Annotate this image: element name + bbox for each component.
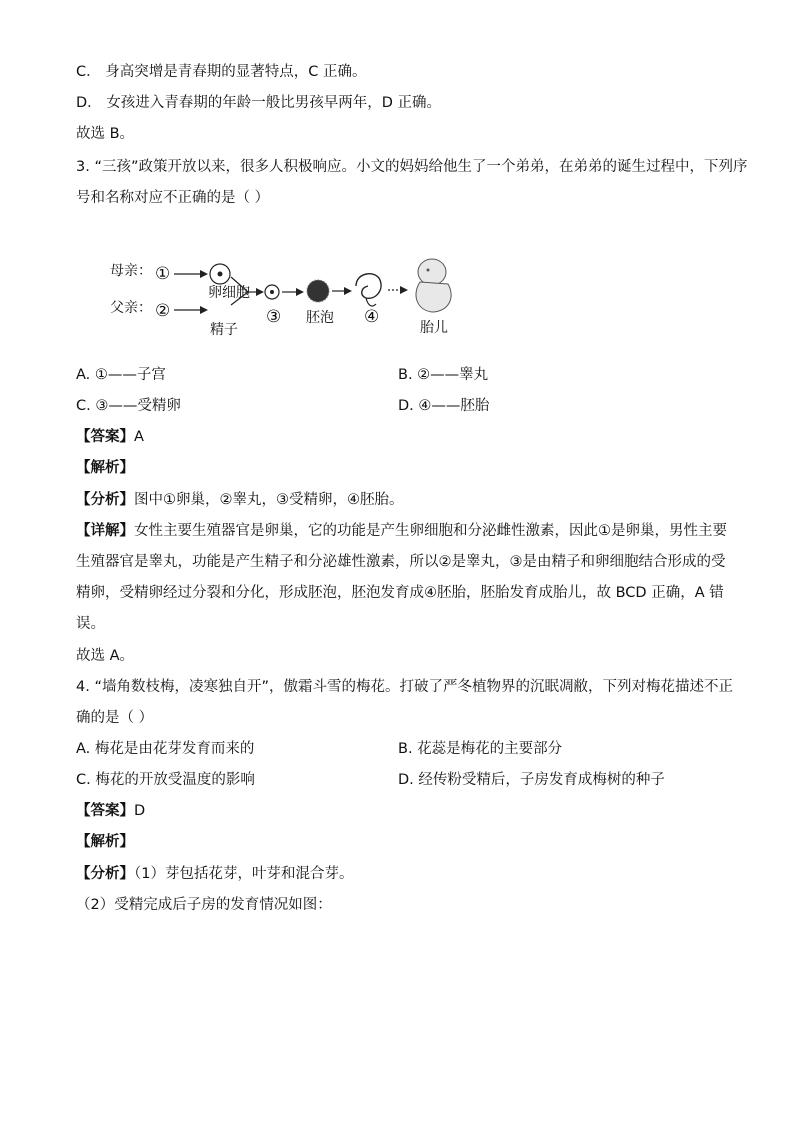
answer-line bbox=[76, 801, 145, 821]
zygote-nucleus-icon bbox=[270, 290, 274, 294]
option-a: A. ①——子宫 bbox=[76, 367, 166, 383]
detail-line bbox=[76, 521, 727, 541]
answer-value: A bbox=[134, 429, 144, 445]
detail-line: 生殖器官是睾丸，功能是产生精子和分泌雄性激素，所以②是睾丸，③是由精子和卵细胞结合形成的受 bbox=[76, 554, 726, 570]
analysis-tag: 【分析】 bbox=[76, 492, 134, 508]
label-4: ④ bbox=[364, 307, 380, 327]
question-3-stem: 号和名称对应不正确的是（ ） bbox=[76, 190, 270, 206]
analysis-text: 图中①卵巢，②睾丸，③受精卵，④胚胎。 bbox=[134, 492, 404, 508]
sperm-label: 精子 bbox=[210, 322, 238, 338]
embryo-icon bbox=[356, 274, 381, 299]
answer-value: D bbox=[134, 803, 146, 819]
analysis-tag: 【分析】 bbox=[76, 866, 134, 882]
egg-nucleus-icon bbox=[218, 272, 223, 277]
analysis-text: （1）芽包括花芽，叶芽和混合芽。 bbox=[134, 866, 354, 882]
text-line: D． 女孩进入青春期的年龄一般比男孩早两年，D 正确。 bbox=[76, 95, 442, 111]
answer-tag: 【答案】 bbox=[76, 803, 134, 819]
detail-line: 误。 bbox=[76, 616, 105, 632]
egg-cell-label: 卵细胞 bbox=[208, 285, 250, 301]
option-c: C. 梅花的开放受温度的影响 bbox=[76, 772, 255, 788]
text-line: 故选 B。 bbox=[76, 126, 135, 142]
question-4-stem: 4. “墙角数枝梅，凌寒独自开”，傲霜斗雪的梅花。打破了严冬植物界的沉眠凋敝，下列对梅花描述不正 bbox=[76, 679, 733, 695]
conclusion-line: 故选 A。 bbox=[76, 648, 135, 664]
detail-line: 精卵，受精卵经过分裂和分化，形成胚泡，胚泡发育成④胚胎，胚胎发育成胎儿，故 BCD 正确，A 错 bbox=[76, 585, 724, 601]
option-d: D. 经传粉受精后，子房发育成梅树的种子 bbox=[398, 772, 665, 788]
fetus-icon bbox=[418, 259, 446, 285]
label-3: ③ bbox=[266, 307, 282, 327]
option-c: C. ③——受精卵 bbox=[76, 398, 181, 414]
option-d: D. ④——胚胎 bbox=[398, 398, 490, 414]
question-3-stem: 3. “三孩”政策开放以来，很多人积极响应。小文的妈妈给他生了一个弟弟，在弟弟的诞生过程中，下列序 bbox=[76, 159, 748, 175]
analysis-line: （2）受精完成后子房的发育情况如图： bbox=[76, 897, 332, 913]
label-2: ② bbox=[155, 301, 171, 321]
fertilization-diagram bbox=[110, 250, 470, 340]
label-1: ① bbox=[155, 264, 171, 284]
arrow-head bbox=[344, 287, 352, 295]
arrow-head bbox=[200, 306, 208, 314]
blastocyst-label: 胚泡 bbox=[306, 310, 334, 326]
arrow-head bbox=[200, 270, 208, 278]
answer-line bbox=[76, 427, 144, 447]
option-b: B. 花蕊是梅花的主要部分 bbox=[398, 741, 563, 757]
detail-tag: 【详解】 bbox=[76, 523, 134, 539]
question-4-stem: 确的是（ ） bbox=[76, 710, 154, 726]
father-label: 父亲： bbox=[110, 300, 152, 316]
arrow-head bbox=[400, 286, 408, 294]
arrow-head bbox=[296, 288, 304, 296]
option-b: B. ②——睾丸 bbox=[398, 367, 489, 383]
text-line: C． 身高突增是青春期的显著特点，C 正确。 bbox=[76, 64, 367, 80]
answer-tag: 【答案】 bbox=[76, 429, 134, 445]
analysis-line bbox=[76, 490, 404, 510]
analysis-heading: 【解析】 bbox=[76, 834, 134, 850]
arrow-head bbox=[256, 288, 264, 296]
detail-text: 女性主要生殖器官是卵巢，它的功能是产生卵细胞和分泌雌性激素，因此①是卵巢，男性主要 bbox=[134, 523, 727, 539]
option-a: A. 梅花是由花芽发育而来的 bbox=[76, 741, 255, 757]
analysis-line bbox=[76, 864, 353, 884]
mother-label: 母亲： bbox=[110, 263, 152, 279]
fetus-label: 胎儿 bbox=[420, 320, 448, 336]
analysis-heading: 【解析】 bbox=[76, 460, 134, 476]
